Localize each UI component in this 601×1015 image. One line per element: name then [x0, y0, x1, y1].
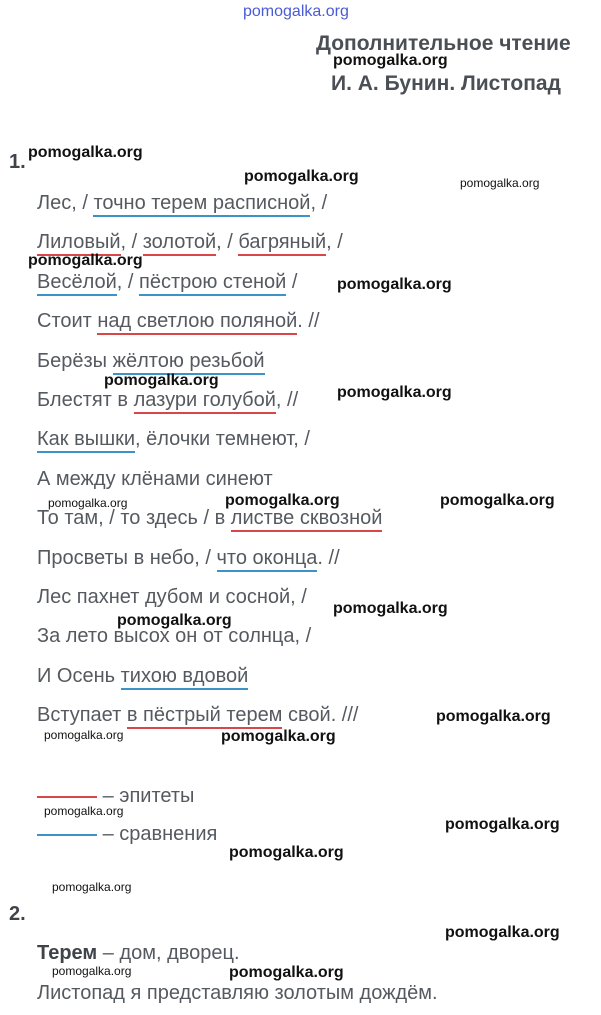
poem-line — [37, 389, 298, 412]
poem-line — [37, 231, 343, 254]
epithet: багряный — [238, 231, 326, 256]
poem-text: Лес пахнет дубом и сосной, / — [37, 586, 307, 608]
poem-text: Стоит — [37, 310, 98, 332]
task-2-number: 2. — [9, 903, 26, 925]
red-underline-sample — [37, 795, 97, 798]
watermark: pomogalka.org — [229, 964, 344, 981]
poem-line — [37, 310, 320, 333]
poem-line — [37, 428, 310, 451]
comparison: Весёлой — [37, 271, 117, 296]
comparison: жёлтою резьбой — [113, 350, 265, 375]
poem-text: / — [286, 271, 298, 293]
task-1-number: 1. — [9, 151, 26, 173]
poem-text: А между клёнами синеют — [37, 468, 273, 490]
comparison: точно терем расписной — [93, 192, 310, 217]
watermark: pomogalka.org — [48, 496, 128, 510]
watermark: pomogalka.org — [52, 964, 132, 978]
watermark: pomogalka.org — [337, 384, 452, 401]
poem-text: То там, / то здесь / в — [37, 507, 231, 529]
section-heading: Дополнительное чтение — [316, 32, 571, 55]
comparison: Как вышки — [37, 428, 135, 453]
watermark: pomogalka.org — [337, 276, 452, 293]
poem-text: Просветы в небо, / — [37, 547, 217, 569]
watermark: pomogalka.org — [221, 728, 336, 745]
poem-text: , / — [326, 231, 343, 253]
watermark: pomogalka.org — [244, 168, 359, 185]
watermark: pomogalka.org — [445, 924, 560, 941]
watermark: pomogalka.org — [225, 492, 340, 509]
poem-text: . // — [297, 310, 320, 332]
legend-epithets-label: – эпитеты — [102, 785, 195, 807]
watermark: pomogalka.org — [44, 728, 124, 742]
poem-text: , // — [275, 389, 299, 411]
epithet: листве сквозной — [231, 507, 383, 532]
poem-line — [37, 547, 340, 570]
epithet: лазури голубой — [134, 389, 276, 414]
poem-text: , / — [116, 271, 140, 293]
poem-line — [37, 507, 382, 530]
watermark: pomogalka.org — [44, 804, 124, 818]
watermark: pomogalka.org — [333, 52, 448, 69]
poem-text: , / — [216, 231, 239, 253]
page-title: И. А. Бунин. Листопад — [331, 72, 561, 95]
watermark: pomogalka.org — [460, 176, 540, 190]
watermark: pomogalka.org — [229, 844, 344, 861]
epithet: золотой — [143, 231, 216, 256]
poem-text: , ёлочки темнеют, / — [135, 428, 310, 450]
epithet: Лиловый — [37, 231, 121, 256]
watermark: pomogalka.org — [117, 612, 232, 629]
watermark: pomogalka.org — [104, 372, 219, 389]
poem-text: , / — [310, 192, 328, 214]
watermark: pomogalka.org — [440, 492, 555, 509]
epithet: в пёстрый терем — [127, 704, 283, 729]
watermark: pomogalka.org — [333, 600, 448, 617]
epithet: над светлою поляной — [97, 310, 297, 335]
poem-line — [37, 468, 273, 491]
poem-line — [37, 192, 327, 215]
poem-text: Вступает — [37, 704, 127, 726]
watermark: pomogalka.org — [28, 252, 143, 269]
poem-text: За лето высох он от солнца, / — [37, 625, 312, 647]
legend-comparisons-label: – сравнения — [102, 823, 218, 845]
poem-text: свой. /// — [282, 704, 359, 726]
comparison: тихою вдовой — [121, 665, 249, 690]
task-2-sentence: Листопад я представляю золотым дождём. — [37, 982, 438, 1004]
top-watermark: pomogalka.org — [243, 3, 349, 20]
poem-line — [37, 665, 248, 688]
comparison: пёстрою стеной — [139, 271, 286, 296]
poem-text: Блестят в — [37, 389, 134, 411]
task-2-definition — [37, 942, 240, 965]
poem-line — [37, 704, 358, 727]
poem-line — [37, 586, 307, 609]
term-definition: – дом, дворец. — [97, 942, 240, 964]
watermark: pomogalka.org — [28, 144, 143, 161]
watermark: pomogalka.org — [52, 880, 132, 894]
poem-text: . // — [317, 547, 340, 569]
poem-line — [37, 271, 297, 294]
poem-text: Лес, / — [37, 192, 94, 214]
poem-text: Берёзы — [37, 350, 113, 372]
watermark: pomogalka.org — [436, 708, 551, 725]
legend-comparisons — [37, 823, 217, 846]
comparison: что оконца — [217, 547, 318, 572]
poem-text: , / — [120, 231, 143, 253]
poem-text: И Осень — [37, 665, 121, 687]
watermark: pomogalka.org — [445, 816, 560, 833]
poem-line — [37, 350, 265, 373]
blue-underline-sample — [37, 833, 97, 836]
term-word: Терем — [37, 942, 98, 964]
